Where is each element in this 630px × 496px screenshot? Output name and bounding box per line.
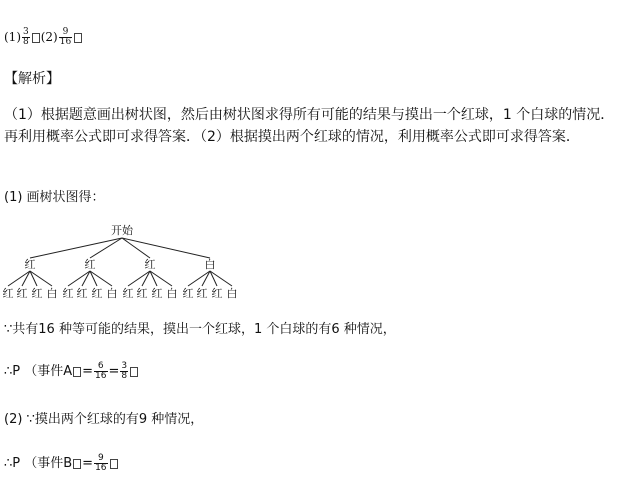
probability-b-prefix: ∴P （事件B (4, 456, 73, 471)
tree-level1-node: 红 (84, 258, 96, 271)
tree-level2-node: 红 (62, 287, 74, 300)
probability-a-fraction-1 (94, 362, 107, 381)
analysis-step2: （2）根据摸出两个红球的情况，利用概率公式即可求得答案． (200, 129, 580, 145)
tree-level2-node: 白 (166, 287, 178, 300)
missing-glyph-icon (74, 33, 82, 43)
tree-level2-node: 白 (226, 287, 238, 300)
tree-level2-node: 红 (16, 287, 28, 300)
missing-glyph-icon (73, 459, 81, 469)
missing-glyph-icon (32, 33, 40, 43)
tree-level2-node: 红 (211, 287, 223, 300)
analysis-paragraph (4, 104, 624, 148)
part1-title: (1) 画树状图得： (4, 190, 105, 205)
answer-part1-numerator: 3 (23, 27, 29, 37)
fraction-numerator: 9 (94, 454, 107, 464)
answer-part2-numerator: 9 (59, 28, 72, 38)
fraction-denominator: 8 (121, 371, 128, 381)
fraction-numerator: 3 (121, 361, 128, 371)
part2-label: (2) ∵摸出两个红球的有9 种情况， (4, 412, 204, 427)
answer-line (4, 28, 83, 47)
tree-level1-node: 红 (144, 258, 156, 271)
fraction-denominator: 16 (95, 371, 107, 381)
tree-root: 开始 (111, 224, 133, 237)
tree-level2-node: 红 (196, 287, 208, 300)
answer-part2-denominator: 16 (59, 37, 72, 47)
answer-part2-fraction (59, 28, 72, 47)
missing-glyph-icon (130, 367, 138, 377)
missing-glyph-icon (73, 367, 81, 377)
tree-level2-node: 白 (106, 287, 118, 300)
probability-b-fraction (94, 454, 107, 473)
answer-part1-denominator: 8 (23, 37, 29, 47)
fraction-numerator: 6 (94, 362, 107, 372)
analysis-step1: （1）根据题意画出树状图，然后由树状图求得所有可能的结果与摸出一个红球，1 个白球的情况．再利用概率公式即可求得答案． (4, 107, 615, 145)
analysis-heading: 【解析】 (4, 71, 60, 87)
tree-level1-node: 白 (204, 258, 216, 271)
missing-glyph-icon (110, 459, 118, 469)
probability-a-fraction-2 (120, 362, 128, 381)
tree-level2-node: 红 (91, 287, 103, 300)
tree-level1-node: 红 (24, 258, 36, 271)
tree-level2-node: 红 (182, 287, 194, 300)
tree-level2-node: 红 (31, 287, 43, 300)
part2-probability-line: ∴P （事件B = $\frac{9}{16}$ (4, 452, 119, 473)
tree-level2-node: 白 (46, 287, 58, 300)
tree-level2-node: 红 (136, 287, 148, 300)
part1-count-line: ∵共有16 种等可能的结果，摸出一个红球，1 个白球的有6 种情况， (4, 322, 396, 337)
answer-part1-label: (1) (4, 30, 21, 44)
probability-tree-diagram (0, 222, 260, 302)
tree-level2-node: 红 (2, 287, 14, 300)
part1-probability-line: ∴P （事件A = $\frac{6}{16}$ = $\frac{3}{8}$ (4, 360, 139, 381)
tree-level2-node: 红 (151, 287, 163, 300)
answer-part1-fraction (22, 28, 30, 47)
probability-a-prefix: ∴P （事件A (4, 364, 73, 379)
tree-level2-node: 红 (122, 287, 134, 300)
tree-level2-node: 红 (76, 287, 88, 300)
fraction-denominator: 16 (95, 463, 107, 473)
answer-part2-label: (2) (40, 30, 58, 44)
